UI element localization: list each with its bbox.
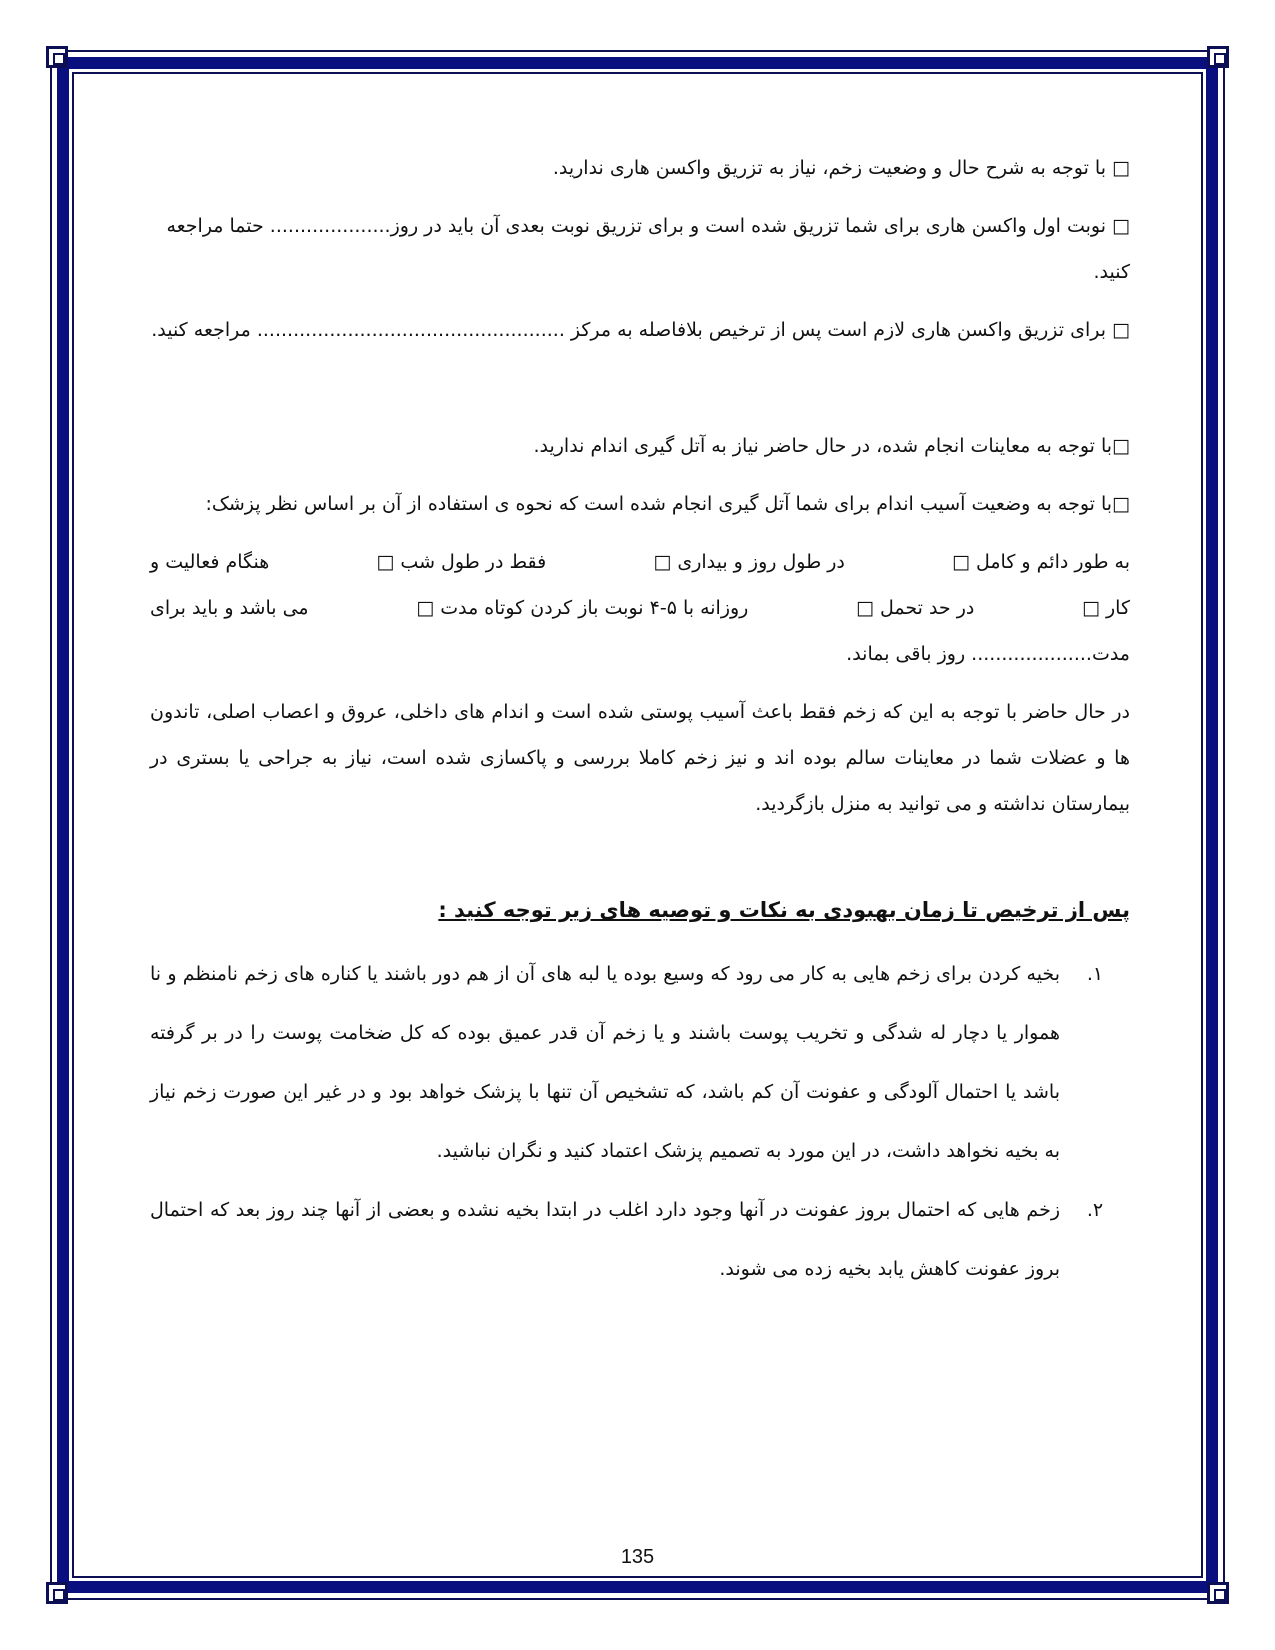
discharge-summary-paragraph: در حال حاضر با توجه به این که زخم فقط باعث آسیب پوستی شده است و اندام های داخلی، عروق و اعصاب اصلی، تاندون ها و عضلات شما در معاینات سالم بوده اند و نیز زخم کاملا بررسی و پاکسازی شده است، نیاز به جراحی یا بستری در بیمارستان نداشته و می توانید به منزل بازگردید. bbox=[150, 701, 1130, 815]
recommendations-list bbox=[150, 945, 1130, 1299]
splint-usage-option: به طور دائم و کامل □ bbox=[952, 551, 1130, 573]
page-number: 135 bbox=[620, 1546, 655, 1568]
splint-usage-option: هنگام فعالیت و bbox=[150, 551, 270, 573]
list-item-number: ۱. bbox=[1086, 963, 1104, 985]
corner-ornament-bottom-left bbox=[46, 1582, 68, 1604]
corner-ornament-bottom-right bbox=[1207, 1582, 1229, 1604]
rabies-option-next-dose: □ نوبت اول واکسن هاری برای شما تزریق شده است و برای تزریق نوبت بعدی آن باید در روز.................... حتما مراجعه کنید. bbox=[166, 215, 1130, 283]
splint-option-not-needed: □با توجه به معاینات انجام شده، در حال حاضر نیاز به آتل گیری اندام ندارید. bbox=[533, 435, 1130, 457]
rabies-option-no-vaccine: □ با توجه به شرح حال و وضعیت زخم، نیاز به تزریق واکسن هاری ندارید. bbox=[552, 157, 1130, 179]
list-item bbox=[150, 945, 1130, 1181]
list-item-number: ۲. bbox=[1086, 1199, 1104, 1221]
splint-usage-options-row-2 bbox=[150, 585, 1130, 631]
corner-ornament-top-left bbox=[46, 46, 68, 68]
list-item bbox=[150, 1181, 1130, 1299]
rabies-option-refer-center: □ برای تزریق واکسن هاری لازم است پس از ترخیص بلافاصله به مرکز ................................................... مراجعه کنید. bbox=[151, 319, 1130, 341]
splint-usage-option: کار □ bbox=[1081, 597, 1130, 619]
splint-option-applied: □با توجه به وضعیت آسیب اندام برای شما آتل گیری انجام شده است که نحوه ی استفاده از آن بر اساس نظر پزشک: bbox=[205, 493, 1130, 515]
splint-usage-option: روزانه با ۵-۴ نوبت باز کردن کوتاه مدت □ bbox=[416, 597, 749, 619]
section-heading: پس از ترخیص تا زمان بهبودی به نکات و توصیه های زیر توجه کنید : bbox=[438, 898, 1130, 922]
splint-duration: مدت.................... روز باقی بماند. bbox=[846, 643, 1130, 665]
list-item-text: بخیه کردن برای زخم هایی به کار می رود که وسیع بوده یا لبه های آن از هم دور باشند یا کناره های زخم نامنظم و نا هموار یا دچار له شدگی و تخریب پوست باشند و یا زخم آن قدر عمیق بوده که کل ضخامت پوست را در بر گرفته باشد یا احتمال آلودگی و عفونت آن کم باشد، که تشخیص آن تنها با پزشک خواهد بود و در غیر این صورت زخم نیاز به بخیه نخواهد داشت، در این مورد به تصمیم پزشک اعتماد کنید و نگران نباشید. bbox=[150, 963, 1060, 1162]
list-item-text: زخم هایی که احتمال بروز عفونت در آنها وجود دارد اغلب در ابتدا بخیه نشده و بعضی از آنها چند روز بعد که احتمال بروز عفونت کاهش یابد بخیه زده می شوند. bbox=[150, 1199, 1060, 1280]
splint-usage-option: فقط در طول شب □ bbox=[376, 551, 547, 573]
corner-ornament-top-right bbox=[1207, 46, 1229, 68]
splint-usage-options-row-1 bbox=[150, 539, 1130, 585]
splint-usage-option: در طول روز و بیداری □ bbox=[653, 551, 845, 573]
page-content bbox=[150, 145, 1130, 1299]
splint-usage-option: در حد تحمل □ bbox=[855, 597, 975, 619]
splint-usage-option: می باشد و باید برای bbox=[150, 597, 309, 619]
